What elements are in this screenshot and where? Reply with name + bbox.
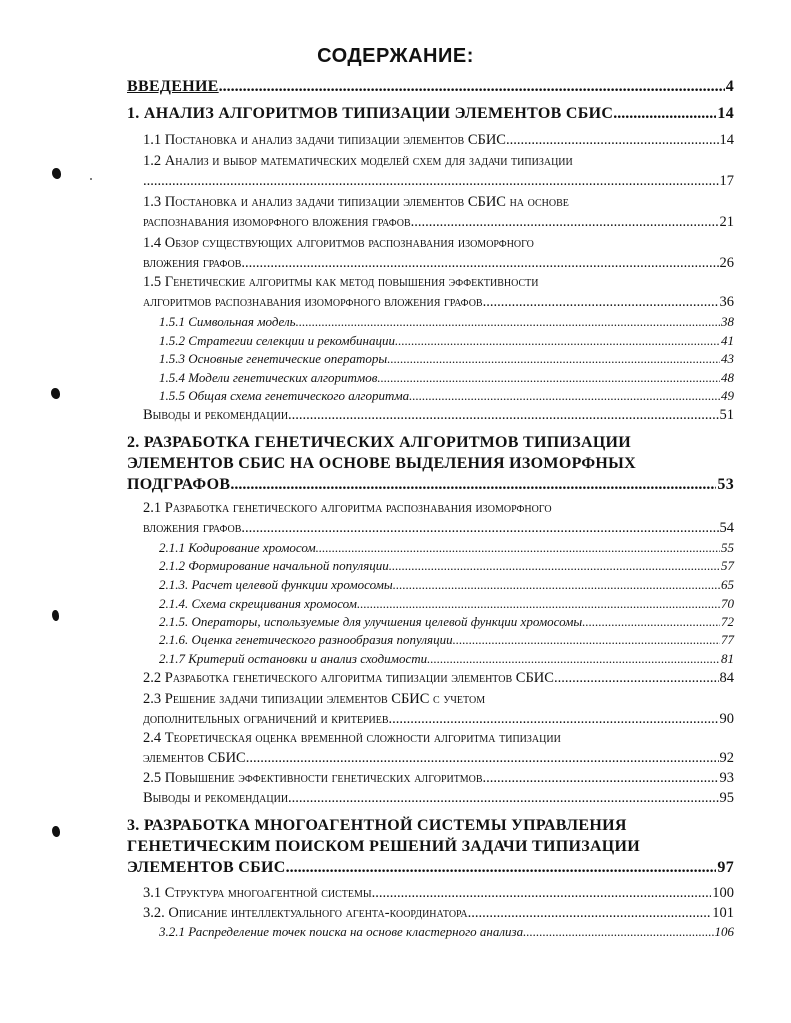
toc-entry-title: 2.1.1 Кодирование хромосом [159, 540, 316, 555]
toc-entry-title: 2.2 Разработка генетического алгоритма типизации элементов СБИС [143, 670, 554, 686]
dot-leader [286, 857, 717, 878]
toc-page-number: 54 [719, 519, 734, 536]
dot-leader [230, 474, 716, 495]
toc-entry-title: 3.2.1 Распределение точек поиска на основе кластерного анализа [159, 924, 524, 939]
toc-entry-title-line: 1.2 Анализ и выбор математических моделей схем для задачи типизации [143, 153, 573, 169]
dot-leader [377, 369, 720, 388]
toc-entry-title-line: 2. РАЗРАБОТКА ГЕНЕТИЧЕСКИХ АЛГОРИТМОВ ТИПИЗАЦИИ [127, 434, 632, 451]
toc-entry-title-line: 3. РАЗРАБОТКА МНОГОАГЕНТНОЙ СИСТЕМЫ УПРАВЛЕНИЯ [127, 817, 627, 834]
toc-entry[interactable] [159, 539, 734, 558]
toc-entry[interactable] [159, 631, 734, 650]
toc-entry[interactable] [143, 499, 734, 538]
toc-page-number: 53 [717, 476, 734, 493]
toc-entry[interactable] [143, 193, 734, 232]
toc-entry-title: вложения графов [143, 519, 242, 536]
dot-leader [613, 103, 716, 124]
toc-entry-title-line: ЭЛЕМЕНТОВ СБИС НА ОСНОВЕ ВЫДЕЛЕНИЯ ИЗОМОРФНЫХ [127, 455, 637, 472]
toc-entry[interactable] [127, 432, 734, 495]
toc-entry[interactable] [143, 669, 734, 689]
dot-leader [389, 557, 720, 576]
toc-entry[interactable] [159, 595, 734, 614]
toc-entry[interactable] [159, 923, 734, 942]
toc-entry-title: Выводы и рекомендации [143, 407, 289, 423]
dot-leader [219, 76, 725, 97]
toc-entry-title: 2.1.3. Расчет целевой функции хромосомы [159, 577, 393, 592]
toc-entry-title: 2.5 Повышение эффективности генетических алгоритмов [143, 770, 483, 786]
toc-entry-title: 2.1.4. Схема скрещивания хромосом [159, 596, 357, 611]
toc-page-number: 93 [719, 770, 734, 786]
dot-leader [393, 576, 720, 595]
scan-speck [90, 178, 92, 180]
toc-entry[interactable] [159, 369, 734, 388]
toc-page-number: 101 [712, 905, 734, 921]
dot-leader [554, 669, 719, 689]
toc-entry-title: 2.1.5. Операторы, используемые для улучшения целевой функции хромосомы [159, 614, 583, 629]
toc-entry[interactable] [127, 103, 734, 124]
dot-leader [468, 904, 712, 924]
toc-entry-title: Выводы и рекомендации [143, 790, 289, 806]
dot-leader [427, 650, 720, 669]
toc-entry[interactable] [159, 650, 734, 669]
toc-entry-title: вложения графов [143, 254, 242, 271]
toc-entry-title-line: ГЕНЕТИЧЕСКИМ ПОИСКОМ РЕШЕНИЙ ЗАДАЧИ ТИПИЗАЦИИ [127, 838, 641, 855]
toc-page-number: 57 [721, 558, 734, 573]
scan-mark [51, 388, 60, 399]
toc-entry[interactable] [159, 387, 734, 406]
toc-entry[interactable] [143, 690, 734, 729]
toc-page-number: 26 [719, 254, 734, 271]
toc-entry-title: алгоритмов распознавания изоморфного вложения графов [143, 293, 483, 310]
toc-page-number: 17 [719, 172, 734, 189]
toc-entry-title: 1.5.4 Модели генетических алгоритмов [159, 370, 378, 385]
toc-entry-title-line: 1.5 Генетические алгоритмы как метод повышения эффективности [143, 274, 539, 290]
toc-entry[interactable] [143, 884, 734, 904]
toc-entry[interactable] [159, 613, 734, 632]
toc-page-number: 70 [721, 596, 734, 611]
toc-entry[interactable] [159, 557, 734, 576]
toc-entry[interactable] [143, 789, 734, 809]
toc-entry[interactable] [143, 131, 734, 151]
dot-leader [357, 595, 720, 614]
toc-page-number: 72 [721, 614, 734, 629]
toc-entry-title: 2.1.7 Критерий остановки и анализ сходимости [159, 651, 428, 666]
toc-entry-title: 2.1.2 Формирование начальной популяции [159, 558, 389, 573]
toc-entry-title: 1. АНАЛИЗ АЛГОРИТМОВ ТИПИЗАЦИИ ЭЛЕМЕНТОВ СБИС [127, 105, 614, 122]
toc-page-number: 38 [721, 314, 734, 329]
toc-page-number: 21 [719, 213, 734, 230]
toc-entry[interactable] [143, 234, 734, 273]
dot-leader [395, 332, 720, 351]
dot-leader [506, 131, 719, 151]
scan-mark [52, 826, 60, 837]
toc-entry[interactable] [143, 769, 734, 789]
toc-entry[interactable] [143, 729, 734, 768]
toc-page-number: 4 [725, 78, 734, 95]
toc-entry-title: 3.1 Структура многоагентной системы [143, 885, 372, 901]
dot-leader [296, 313, 720, 332]
toc-entry[interactable] [143, 273, 734, 312]
toc-entry[interactable] [143, 406, 734, 426]
dot-leader [523, 923, 713, 942]
toc-page-number: 41 [721, 333, 734, 348]
toc-entry-title: ВВЕДЕНИЕ [127, 78, 219, 95]
toc-entry-title: дополнительных ограничений и критериев [143, 710, 389, 727]
dot-leader [582, 613, 720, 632]
toc-page-number: 90 [719, 710, 734, 727]
dot-leader [246, 749, 719, 769]
toc-entry-title: ЭЛЕМЕНТОВ СБИС [127, 859, 286, 876]
toc-entry-title: ПОДГРАФОВ [127, 476, 231, 493]
toc-entry-title: 2.1.6. Оценка генетического разнообразия популяции [159, 632, 453, 647]
toc-entry-title: распознавания изоморфного вложения графов. [143, 213, 415, 230]
toc-page-number: 55 [721, 540, 734, 555]
toc-page-number: 14 [717, 105, 734, 122]
dot-leader [453, 631, 720, 650]
toc-page-number: 77 [721, 632, 734, 647]
dot-leader [387, 350, 720, 369]
dot-leader [483, 293, 719, 313]
toc-page-number: 97 [717, 859, 734, 876]
toc-entry-title-line: 2.4 Теоретическая оценка временной сложности алгоритма типизации [143, 730, 561, 746]
dot-leader [409, 387, 720, 406]
dot-leader [389, 710, 719, 730]
toc-entry-title-line: 1.3 Постановка и анализ задачи типизации элементов СБИС на основе [143, 194, 569, 210]
toc-entry[interactable] [127, 815, 734, 878]
toc-entry-title-line: 1.4 Обзор существующих алгоритмов распознавания изоморфного [143, 235, 534, 251]
toc-entry[interactable] [159, 576, 734, 595]
toc-page-number: 65 [721, 577, 734, 592]
dot-leader [483, 769, 719, 789]
toc-entry-title-line: 2.3 Решение задачи типизации элементов СБИС с учетом [143, 691, 486, 707]
toc-entry-title: 1.1 Постановка и анализ задачи типизации элементов СБИС [143, 132, 506, 148]
toc-page-number: 49 [721, 388, 734, 403]
toc-entry-title: 1.5.1 Символьная модель [159, 314, 296, 329]
toc-entry[interactable] [159, 332, 734, 351]
toc-entry-title-line: 2.1 Разработка генетического алгоритма распознавания изоморфного [143, 500, 552, 516]
dot-leader [414, 213, 718, 233]
scan-mark [52, 610, 59, 621]
toc-entry-title: 3.2. Описание интеллектуального агента-координатора [143, 905, 468, 921]
toc-page-number: 84 [719, 670, 734, 686]
toc-entry-title: 1.5.3 Основные генетические операторы [159, 351, 388, 366]
toc-page-number: 36 [719, 293, 734, 310]
toc-entry[interactable] [143, 152, 734, 191]
toc-entry-title: 1.5.2 Стратегии селекции и рекомбинации [159, 333, 396, 348]
toc-page-number: 14 [719, 132, 734, 148]
toc-entry-title: элементов СБИС [143, 749, 246, 766]
dot-leader [288, 789, 718, 809]
dot-leader [143, 172, 719, 192]
toc-entry[interactable] [159, 350, 734, 369]
toc-page-number: 106 [714, 924, 734, 939]
toc-entry[interactable] [159, 313, 734, 332]
toc-entry[interactable] [127, 76, 734, 97]
dot-leader [241, 254, 718, 274]
page-title: СОДЕРЖАНИЕ: [317, 45, 474, 67]
scan-mark [52, 168, 61, 179]
toc-page-number: 92 [719, 749, 734, 766]
dot-leader [288, 406, 718, 426]
dot-leader [241, 519, 718, 539]
toc-page-number: 100 [712, 885, 734, 901]
toc-page-number: 43 [721, 351, 734, 366]
toc-entry[interactable] [143, 904, 734, 924]
toc-page-number: 81 [721, 651, 734, 666]
dot-leader [372, 884, 712, 904]
toc-page-number: 51 [719, 407, 734, 423]
dot-leader [316, 539, 720, 558]
toc-page-number: 48 [721, 370, 734, 385]
toc-entry-title: 1.5.5 Общая схема генетического алгоритма [159, 388, 410, 403]
toc-page-number: 95 [719, 790, 734, 806]
